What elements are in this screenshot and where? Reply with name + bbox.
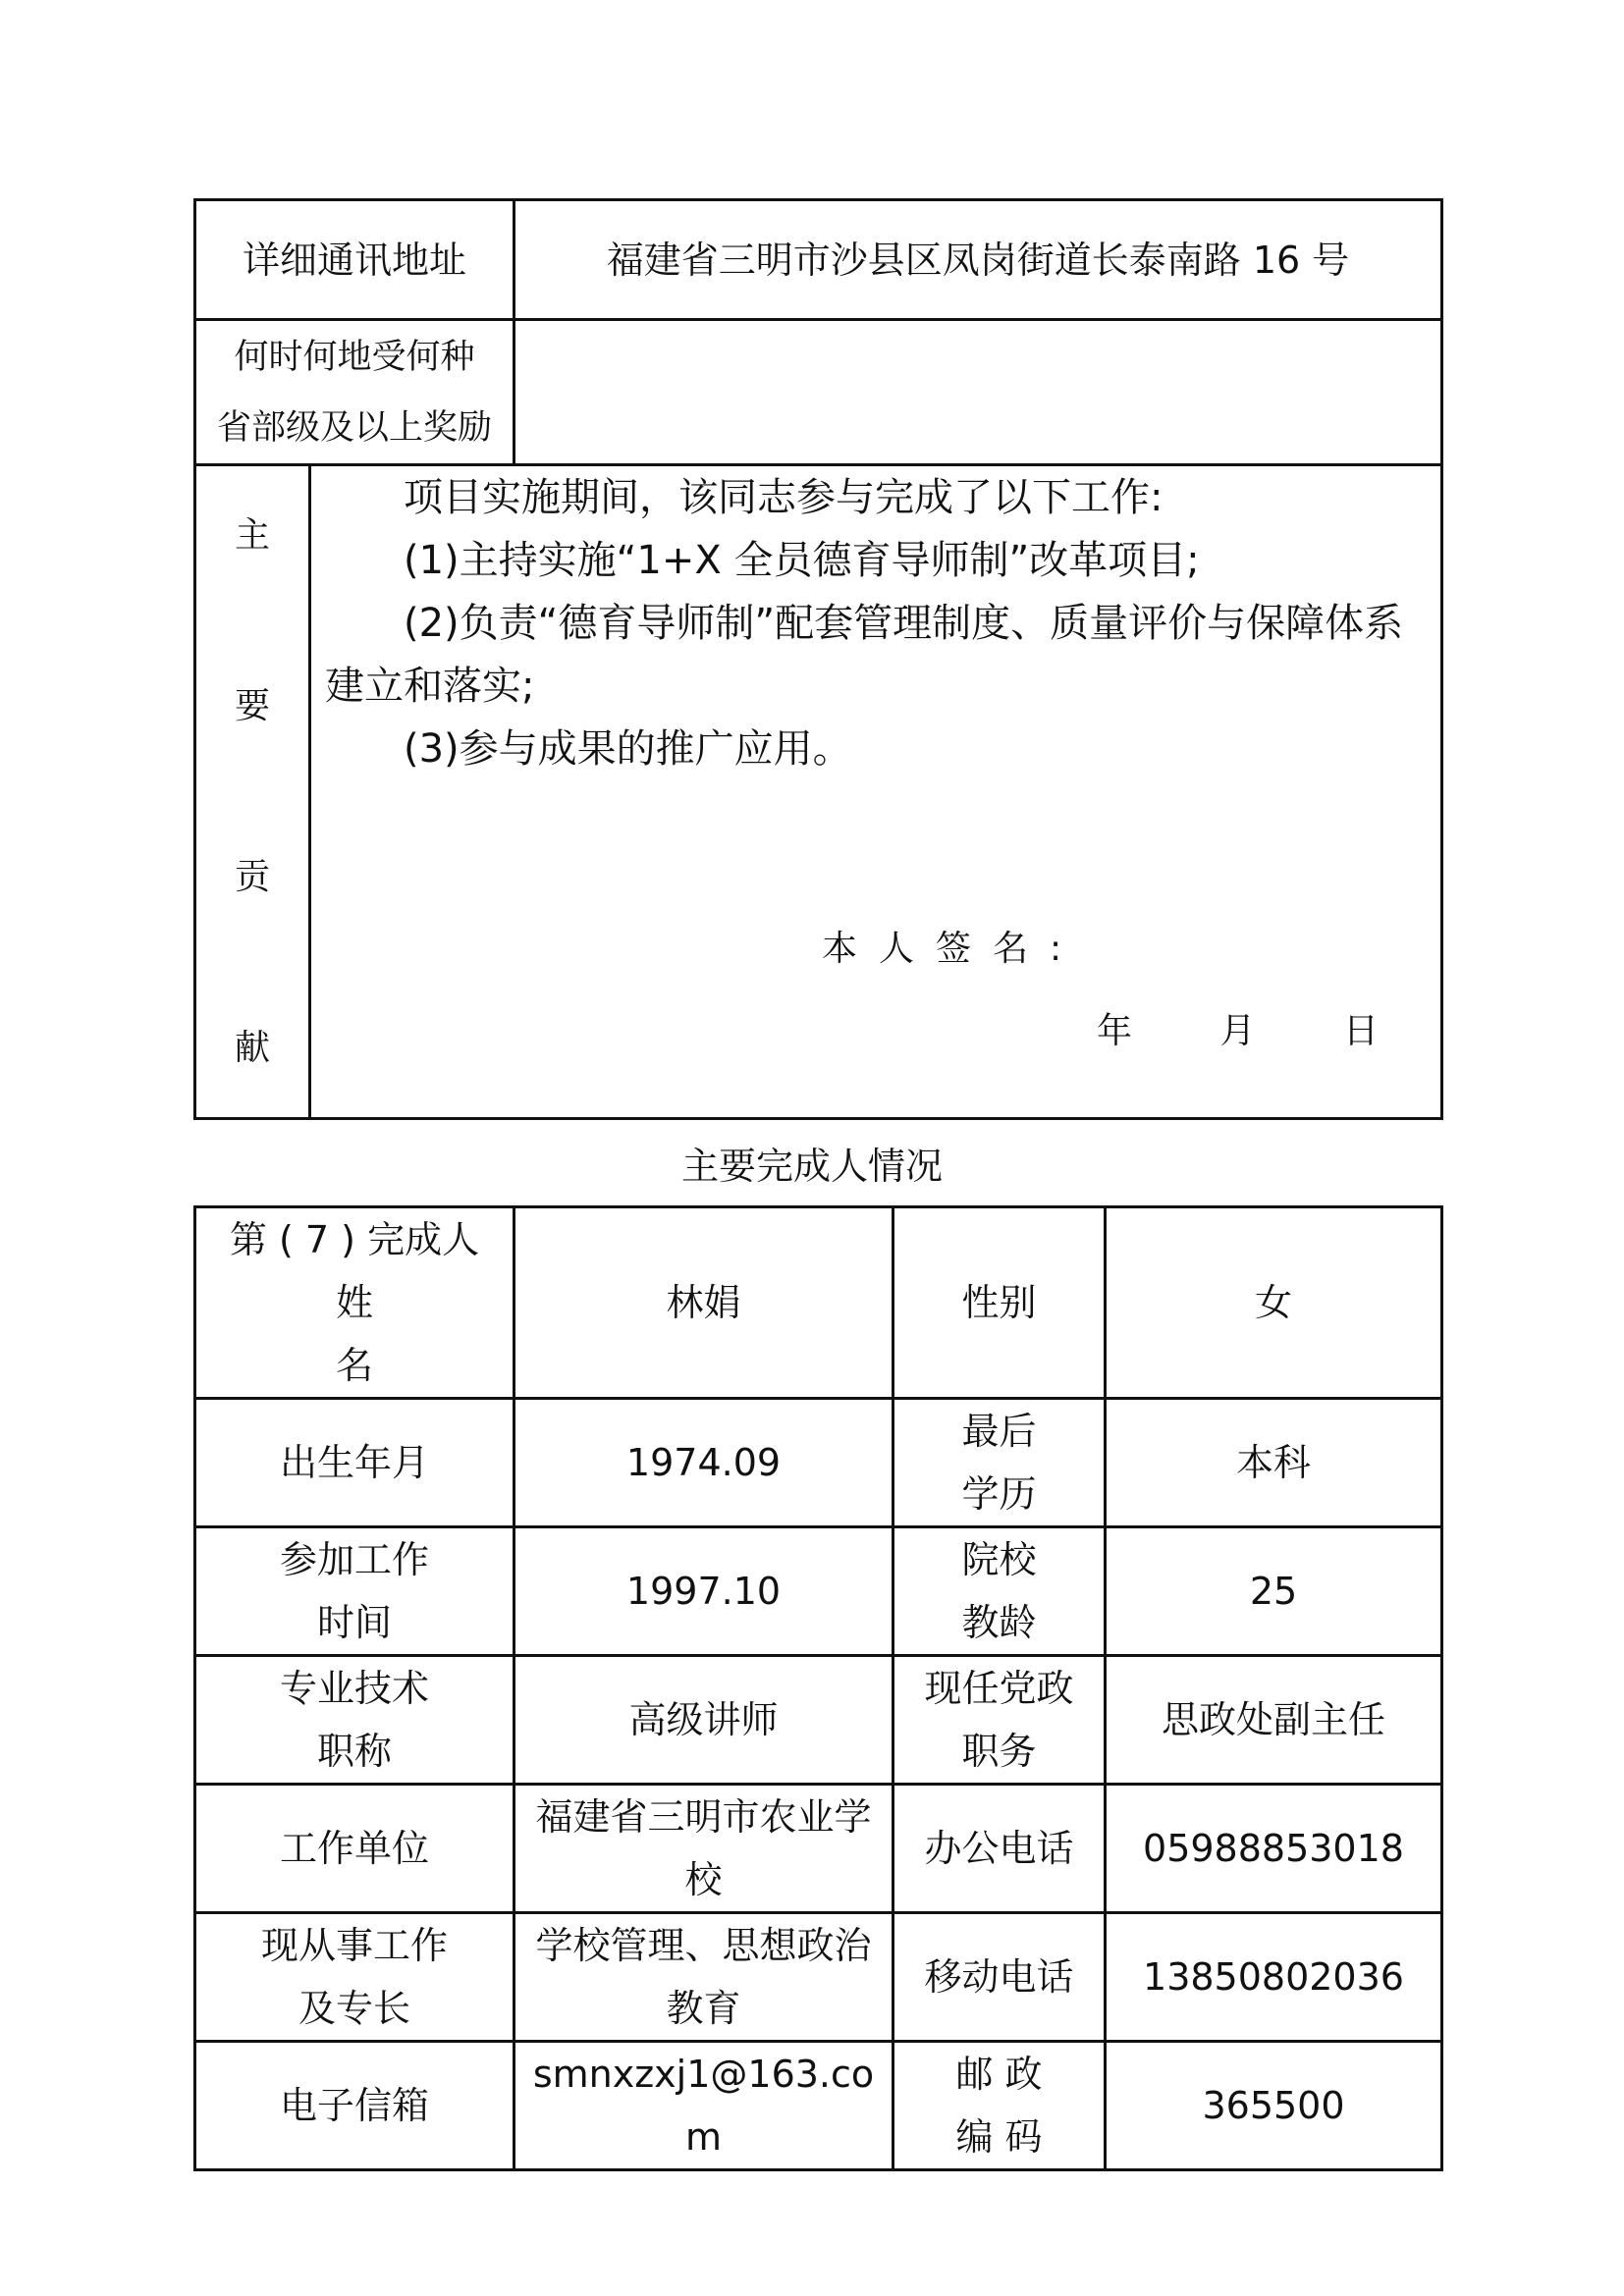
position-label	[893, 1656, 1106, 1785]
contribution-label-char: 要	[234, 685, 270, 726]
work-start-value: 1997.10	[514, 1527, 893, 1656]
education-label	[893, 1399, 1106, 1527]
award-label	[195, 320, 514, 465]
position-value: 思政处副主任	[1106, 1656, 1442, 1785]
contribution-item-3: (3)参与成果的推广应用。	[404, 726, 852, 772]
work-start-label-line2: 时间	[316, 1601, 392, 1644]
table-row	[195, 1207, 1442, 1399]
employer-label: 工作单位	[195, 1785, 514, 1913]
name-label: 姓名	[335, 1281, 454, 1387]
applicant-info-table	[193, 198, 1443, 1120]
specialty-value: 学校管理、思想政治教育	[514, 1913, 893, 2042]
award-label-line1: 何时何地受何种	[234, 337, 475, 377]
postal-code-value: 365500	[1106, 2042, 1442, 2170]
address-label: 详细通讯地址	[195, 200, 514, 320]
section-title: 主要完成人情况	[680, 1145, 943, 1188]
education-value: 本科	[1106, 1399, 1442, 1527]
teaching-years-label-line1: 院校	[961, 1538, 1037, 1581]
specialty-label-line1: 现从事工作	[260, 1924, 448, 1967]
office-phone-value: 05988853018	[1106, 1785, 1442, 1913]
education-label-line2: 学历	[961, 1472, 1037, 1516]
signature-label: 本人签名:	[822, 929, 1084, 969]
work-start-label	[195, 1527, 514, 1656]
award-value	[514, 320, 1442, 465]
date-year-label: 年	[1097, 1011, 1133, 1051]
specialty-label	[195, 1913, 514, 2042]
teaching-years-value: 25	[1106, 1527, 1442, 1656]
email-value: smnxzxj1@163.com	[514, 2042, 893, 2170]
position-label-line2: 职务	[961, 1730, 1037, 1773]
office-phone-label: 办公电话	[893, 1785, 1106, 1913]
birth-label: 出生年月	[195, 1399, 514, 1527]
rank-name-label	[195, 1207, 514, 1399]
gender-label: 性别	[893, 1207, 1106, 1399]
contribution-label-char: 献	[234, 1027, 270, 1068]
title-label-line1: 专业技术	[279, 1667, 429, 1710]
date-month-label: 月	[1219, 1011, 1256, 1051]
table-row	[195, 1527, 1442, 1656]
postal-code-label-line2: 编 码	[955, 2115, 1043, 2159]
specialty-label-line2: 及专长	[298, 1987, 410, 2030]
employer-value: 福建省三明市农业学校	[514, 1785, 893, 1913]
date-day-label: 日	[1342, 1011, 1379, 1051]
title-label-line2: 职称	[316, 1730, 392, 1773]
table-row	[195, 1399, 1442, 1527]
contribution-item-1: (1)主持实施“1+X 全员德育导师制”改革项目;	[404, 538, 1200, 583]
email-label: 电子信箱	[195, 2042, 514, 2170]
position-label-line1: 现任党政	[924, 1667, 1074, 1710]
education-label-line1: 最后	[961, 1410, 1037, 1453]
title-label	[195, 1656, 514, 1785]
mobile-phone-label: 移动电话	[893, 1913, 1106, 2042]
postal-code-label-line1: 邮 政	[955, 2053, 1043, 2096]
mobile-phone-value: 13850802036	[1106, 1913, 1442, 2042]
main-contributor-table	[193, 1205, 1443, 2171]
name-value: 林娟	[514, 1207, 893, 1399]
award-label-line2: 省部级及以上奖励	[217, 407, 493, 448]
table-row	[195, 1913, 1442, 2042]
contribution-content	[310, 465, 1442, 1119]
teaching-years-label	[893, 1527, 1106, 1656]
contribution-label	[195, 465, 310, 1119]
work-start-label-line1: 参加工作	[279, 1538, 429, 1581]
rank-label: 第 ( 7 ) 完成人	[229, 1218, 480, 1261]
address-value: 福建省三明市沙县区凤岗街道长泰南路 16 号	[514, 200, 1442, 320]
table-row	[195, 2042, 1442, 2170]
contribution-intro: 项目实施期间，该同志参与完成了以下工作:	[404, 475, 1164, 520]
postal-code-label	[893, 2042, 1106, 2170]
table-row	[195, 1656, 1442, 1785]
gender-value: 女	[1106, 1207, 1442, 1399]
title-value: 高级讲师	[514, 1656, 893, 1785]
teaching-years-label-line2: 教龄	[961, 1601, 1037, 1644]
signature-date	[1097, 1000, 1379, 1063]
birth-value: 1974.09	[514, 1399, 893, 1527]
contribution-label-char: 贡	[234, 856, 270, 897]
contribution-label-char: 主	[234, 514, 270, 556]
contribution-item-2: (2)负责“德育导师制”配套管理制度、质量评价与保障体系建立和落实;	[325, 601, 1404, 709]
table-row	[195, 1785, 1442, 1913]
